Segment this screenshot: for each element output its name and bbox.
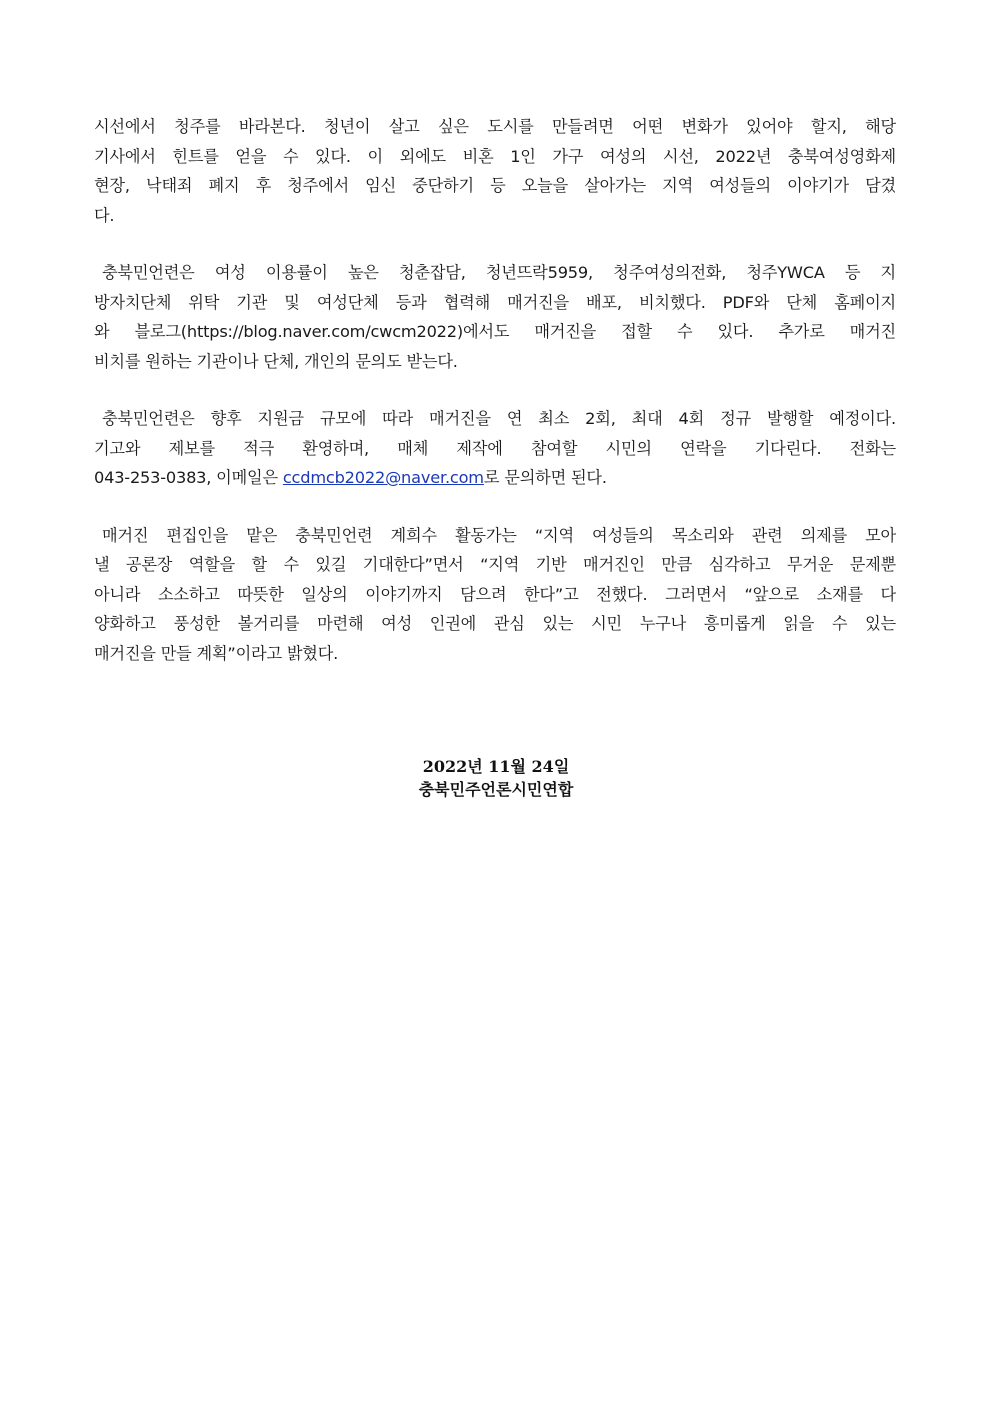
- text-line: 비치를 원하는 기관이나 단체, 개인의 문의도 받는다.: [94, 351, 458, 371]
- text-line: 시선에서 청주를 바라본다. 청년이 살고 싶은 도시를 만들려면 어떤 변화가 있어야 할지, 해당: [94, 117, 896, 136]
- contact-suffix: 로 문의하면 된다.: [483, 468, 607, 487]
- text-line: 와 블로그(https://blog.naver.com/cwcm2022)에서도 매거진을 접할 수 있다. 추가로 매거진: [94, 322, 896, 341]
- email-link[interactable]: ccdmcb2022@naver.com: [282, 468, 484, 487]
- paragraph-distribution: [94, 258, 896, 376]
- text-line: 양화하고 풍성한 볼거리를 마련해 여성 인권에 관심 있는 시민 누구나 흥미롭게 읽을 수 있는: [94, 614, 896, 633]
- text-line: 현장, 낙태죄 폐지 후 청주에서 임신 중단하기 등 오늘을 살아가는 지역 여성들의 이야기가 담겼: [94, 176, 896, 195]
- document-footer: [0, 755, 992, 801]
- release-date: 2022년 11월 24일: [422, 757, 570, 776]
- text-line: 기고와 제보를 적극 환영하며, 매체 제작에 참여할 시민의 연락을 기다린다. 전화는: [94, 438, 896, 458]
- paragraph-editor-quote: [94, 521, 896, 669]
- organization-name: 충북민주언론시민연합: [418, 780, 574, 799]
- text-line: 매거진을 만들 계획”이라고 밝혔다.: [94, 643, 339, 663]
- text-line: 다.: [94, 205, 115, 225]
- paragraph-magazine-contents: [94, 112, 896, 230]
- contact-prefix: 043-253-0383, 이메일은: [94, 468, 283, 487]
- paragraph-publication-plan: [94, 404, 896, 493]
- text-line: 방자치단체 위탁 기관 및 여성단체 등과 협력해 매거진을 배포, 비치했다. PDF와 단체 홈페이지: [94, 292, 896, 312]
- text-line: 매거진 편집인을 맡은 충북민언련 계희수 활동가는 “지역 여성들의 목소리와 관련 의제를 모아: [102, 525, 896, 545]
- text-line: 충북민언련은 향후 지원금 규모에 따라 매거진을 연 최소 2회, 최대 4회 정규 발행할 예정이다.: [102, 409, 896, 428]
- text-line: 충북민언련은 여성 이용률이 높은 청춘잡담, 청년뜨락5959, 청주여성의전화, 청주YWCA 등 지: [102, 263, 896, 282]
- document-body: [94, 112, 896, 696]
- text-line: 아니라 소소하고 따뜻한 일상의 이야기까지 담으려 한다”고 전했다. 그러면서 “앞으로 소재를 다: [94, 584, 896, 604]
- contact-line: [94, 463, 896, 493]
- text-line: 낼 공론장 역할을 할 수 있길 기대한다”면서 “지역 기반 매거진인 만큼 심각하고 무거운 문제뿐: [94, 555, 896, 574]
- text-line: 기사에서 힌트를 얻을 수 있다. 이 외에도 비혼 1인 가구 여성의 시선, 2022년 충북여성영화제: [94, 146, 896, 166]
